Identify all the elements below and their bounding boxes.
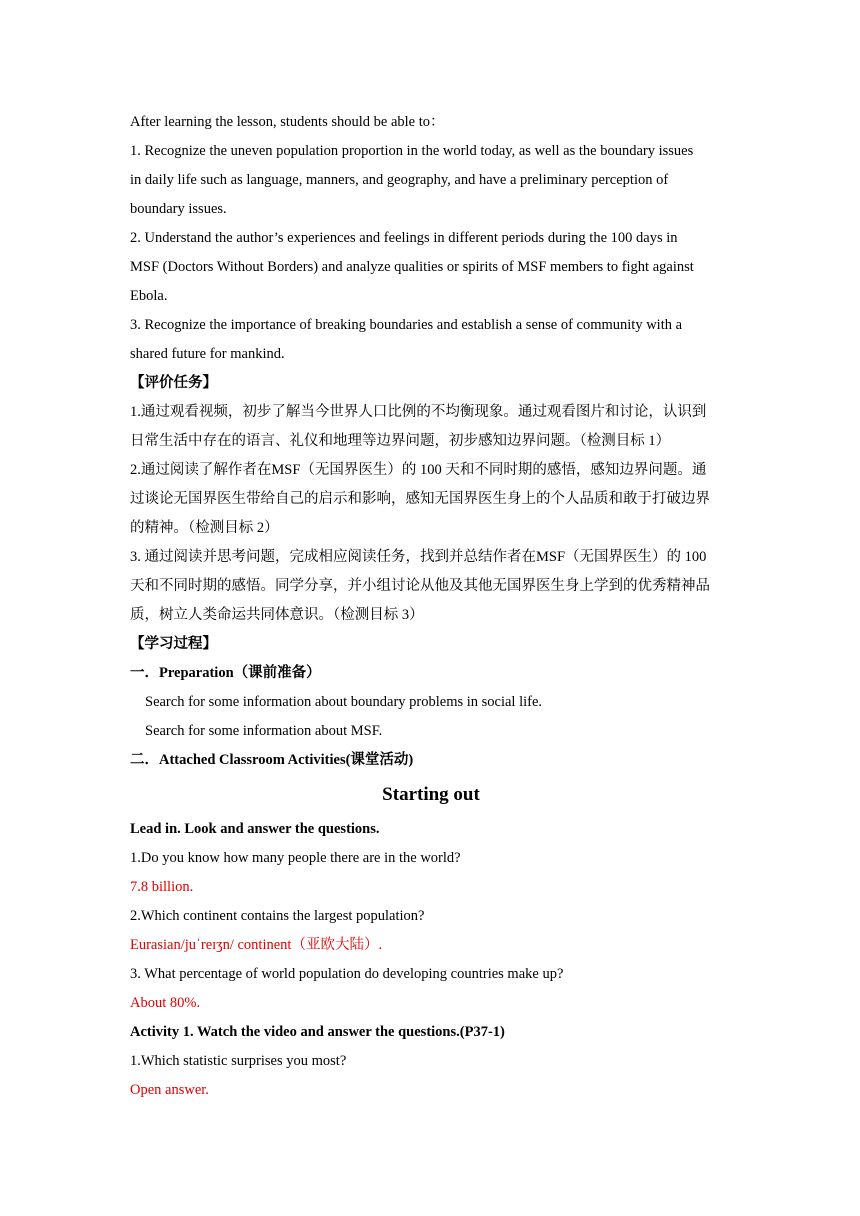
evaluation-3-line-2: 天和不同时期的感悟。同学分享，并小组讨论从他及其他无国界医生身上学到的优秀精神品 bbox=[130, 578, 710, 594]
evaluation-3-line-3: 质，树立人类命运共同体意识。（检测目标 3） bbox=[130, 607, 424, 623]
evaluation-2-line-2: 过谈论无国界医生带给自己的启示和影响，感知无国界医生身上的个人品质和敢于打破边界 bbox=[130, 491, 710, 507]
activity-1-answer-1: Open answer. bbox=[130, 1082, 209, 1098]
objective-3-line-1: 3. Recognize the importance of breaking boundaries and establish a sense of community with a bbox=[130, 317, 683, 333]
objective-1-line-1: 1. Recognize the uneven population proportion in the world today, as well as the boundary issues bbox=[130, 143, 694, 159]
evaluation-heading: 【评价任务】 bbox=[130, 375, 217, 391]
objective-2-line-2: MSF (Doctors Without Borders) and analyze qualities or spirits of MSF members to fight against bbox=[130, 259, 694, 275]
preparation-item-2: Search for some information about MSF. bbox=[145, 723, 383, 739]
objective-2-line-1: 2. Understand the author’s experiences and feelings in different periods during the 100 days in bbox=[130, 230, 678, 246]
question-1: 1.Do you know how many people there are in the world? bbox=[130, 850, 461, 866]
evaluation-2-line-1: 2.通过阅读了解作者在MSF（无国界医生）的 100 天和不同时期的感悟，感知边界问题。通 bbox=[130, 462, 707, 478]
document-page bbox=[130, 108, 732, 1105]
evaluation-2-line-3: 的精神。（检测目标 2） bbox=[130, 520, 279, 536]
activity-1-heading: Activity 1. Watch the video and answer the questions.(P37-1) bbox=[130, 1024, 505, 1040]
section-title: Starting out bbox=[382, 784, 480, 805]
process-heading: 【学习过程】 bbox=[130, 636, 217, 652]
activities-heading: 二．Attached Classroom Activities(课堂活动) bbox=[130, 752, 414, 768]
objective-1-line-3: boundary issues. bbox=[130, 201, 227, 217]
objective-2-line-3: Ebola. bbox=[130, 288, 168, 304]
answer-3: About 80%. bbox=[130, 995, 201, 1011]
objectives-intro: After learning the lesson, students should be able to： bbox=[130, 114, 445, 130]
objective-1-line-2: in daily life such as language, manners, and geography, and have a preliminary perception of bbox=[130, 172, 669, 188]
lead-in-heading: Lead in. Look and answer the questions. bbox=[130, 821, 380, 837]
evaluation-3-line-1: 3. 通过阅读并思考问题，完成相应阅读任务，找到并总结作者在MSF（无国界医生）的 100 bbox=[130, 549, 707, 565]
evaluation-1-line-1: 1.通过观看视频，初步了解当今世界人口比例的不均衡现象。通过观看图片和讨论，认识到 bbox=[130, 404, 707, 420]
preparation-item-1: Search for some information about boundary problems in social life. bbox=[145, 694, 543, 710]
answer-2: Eurasian/juˈreɪʒn/ continent（亚欧大陆）. bbox=[130, 937, 383, 953]
preparation-heading: 一．Preparation（课前准备） bbox=[130, 665, 321, 681]
objective-3-line-2: shared future for mankind. bbox=[130, 346, 285, 362]
evaluation-1-line-2: 日常生活中存在的语言、礼仪和地理等边界问题，初步感知边界问题。（检测目标 1） bbox=[130, 433, 671, 449]
activity-1-question-1: 1.Which statistic surprises you most? bbox=[130, 1053, 347, 1069]
question-2: 2.Which continent contains the largest population? bbox=[130, 908, 425, 924]
answer-1: 7.8 billion. bbox=[130, 879, 194, 895]
question-3: 3. What percentage of world population do developing countries make up? bbox=[130, 966, 564, 982]
